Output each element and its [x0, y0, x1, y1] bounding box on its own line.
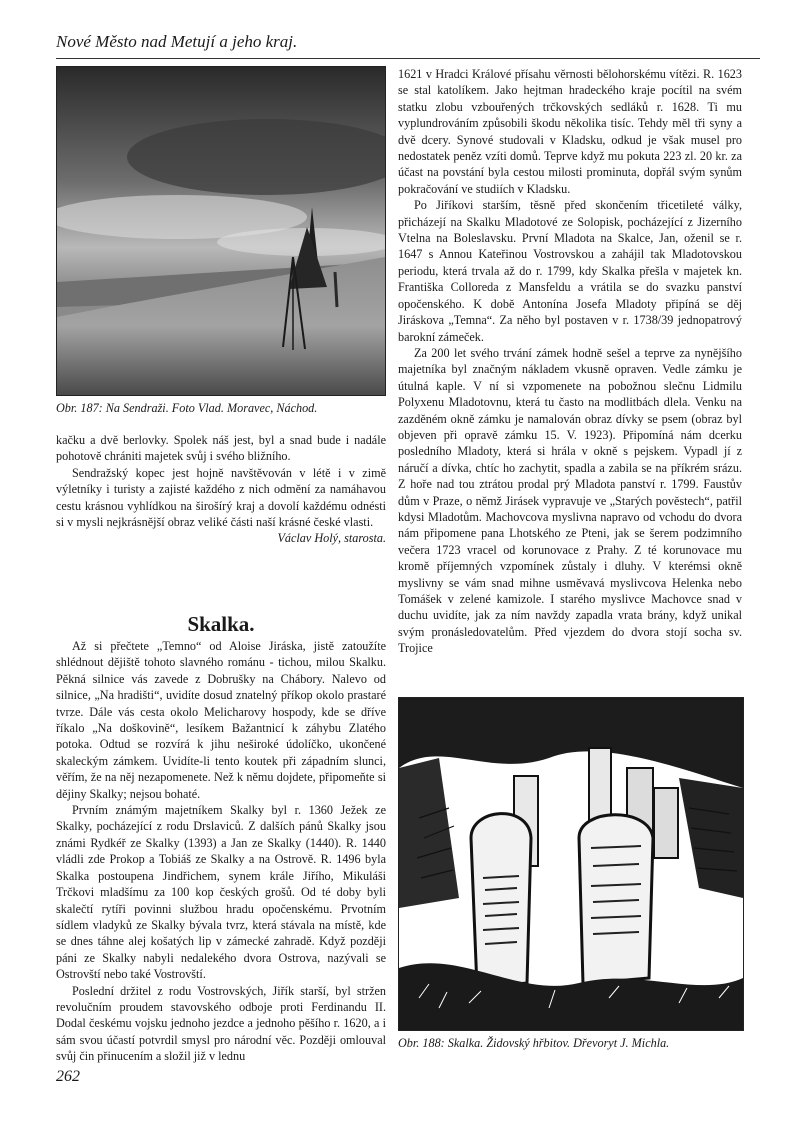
paragraph: Poslední držitel z rodu Vostrovských, Jiřík starší, byl stržen revolučním proudem stavovského odboje proti Ferdinandu II. Dodal českému vojsku jednoho jezdce a jednoho pěšího r. 1620, a i sám svou účastí potvrdil smysl pro národní věc. Později omlouval svůj čin přinucením a složil již v lednu	[56, 983, 386, 1064]
paragraph: kačku a dvě berlovky. Spolek náš jest, byl a snad bude i nadále pohotově chrániti majetek svůj i svého bližního.	[56, 433, 386, 464]
figure-187-photo	[56, 66, 386, 396]
figure-187-caption: Obr. 187: Na Sendraži. Foto Vlad. Moravec, Náchod.	[56, 401, 318, 415]
right-column-text	[398, 66, 742, 657]
paragraph: 1621 v Hradci Králové přísahu věrnosti bělohorskému vítězi. R. 1623 se stal katolíkem. Jako hejtman hradeckého kraje pocítil na svém statku zlobu vzbouřených trčkovských sedláků r. 1628. Ti mu vyplundrováním způsobili škodu několika tisíc. Tehdy měl tři syny a dvě dcery. Synové studovali v Kladsku, odkud je však musel pro nedostatek peněz vzíti domů. Teprve když mu pokuta 223 zl. 20 kr. za účast na povstání byla cestou milosti prominuta, dopřál svým synům pokračování ve studiích v Kladsku.	[398, 67, 742, 196]
paragraph: Prvním známým majetníkem Skalky byl r. 1360 Ježek ze Skalky, pocházející z rodu Drslaviců. Z dalších pánů Skalky jsou známi Rydkéř ze Skalky (1393) a Jan ze Skalky (1440). R. 1440 vládli zde Prokop a Tobiáš ze Skalky a na Ostrově. R. 1496 byla Skalka postoupena Jindřichem, synem krále Jiřího, Mikuláši Trčkovi mladšímu za 100 kop českých grošů. Od té doby byli skalečtí rytíři povinni službou hradu opočenskému. Prvotním sídlem vladyků ze Skalky bývala tvrz, která stávala na místě, kde se dnes táhne alej košatých lip v zámecké zahradě. Když později páni ze Skalky nabyli nedalekého dvora Ostrova, nazývali se Ostrovští nebo také Vostrovští.	[56, 803, 386, 982]
paragraph: Sendražský kopec jest hojně navštěvován v létě i v zimě výletníky i turisty a zajisté každého z nich odmění za namáhavou cestu krásnou vyhlídkou na širošírý kraj a dovolí každému odnésti si v mysli nejkrásnější obraz veliké části naší krásné české vlasti.	[56, 465, 386, 530]
paragraph: Až si přečtete „Temno“ od Aloise Jiráska, jistě zatoužíte shlédnout dějiště tohoto slavného románu - tichou, milou Skalku. Pěkná silnice vás zavede z Dobrušky na Chábory. Nalevo od silnice, „Na hradišti“, uvidíte dosud znatelný příkop okolo prastaré tvrze. Dále vás cesta okolo Melicharovy hospody, kde se dříve říkalo „Na doškovině“, lesíkem Bažantnicí k záhybu Zlatého potoka. Odtud se rozvírá k jihu neširoké údolíčko, ukončené skaleckým zámkem. Uvidíte-li tento koutek při západním slunci, věřím, že na něj nezapomenete. Než k němu dojdete, připomeňte si dějiny Skalky; nejsou bohaté.	[56, 639, 386, 801]
cemetery-woodcut-image	[399, 698, 743, 1030]
figure-188-caption: Obr. 188: Skalka. Židovský hřbitov. Dřevoryt J. Michla.	[398, 1036, 670, 1050]
paragraph: Za 200 let svého trvání zámek hodně sešel a teprve za nynějšího majetníka byl značným nákladem vkusně opraven. Vedle zámku je útulná kaple. V ní si vzpomenete na pobožnou slečnu Lidmilu Polyxenu Mladotovnu, která tu často na modlitbách dlela. Venku na zazděném okně zámku je namalován obraz dívky se psem (obraz byl objeven při opravě zámku 15. V. 1923). Připomíná nám dcerku posledního Mladoty, která si hrála v okně s pejskem. Vypadl jí z náručí a dívka, chtíc ho zachytit, spadla a zabila se na příkrém srázu. Z hoře nad tou ztrátou prodal prý Mladota panství r. 1799. Faustův dům v Praze, o němž Jirásek vypravuje ve „Starých pověstech“, patřil kdysi Mladotům. Machovcova myslivna napravo od vchodu do dvora nám připomene pana Lhotského ze Pteni, jak se šerem podzimního večera 1723 vracel od korunovace z Prahy. Z té korunovace mu kromě příjemných vzpomínek zůstaly i dluhy. V kterémsi okně myslivny se vám snad mihne usměvavá myslivcova Helenka nebo Tomášek v zelené kamizole. I starého myslivce Machovce snad v duchu uvidíte, jak za ním navždy zapadla vrata brány, když unikal svým pronásledovatelům. Před vjezdem do dvora stojí socha sv. Trojice	[398, 345, 742, 656]
running-head: Nové Město nad Metují a jeho kraj.	[56, 32, 298, 51]
page-number: 262	[56, 1068, 80, 1085]
landscape-photo-image	[57, 67, 385, 395]
section-title: Skalka.	[187, 612, 255, 636]
header-rule	[56, 58, 760, 59]
figure-188-woodcut	[398, 697, 744, 1031]
paragraph: Po Jiříkovi starším, těsně před skončením třicetileté války, přicházejí na Skalku Mladotové ze Solopisk, pocházející z Jizerního Vtelna na Boleslavsku. První Mladota na Skalce, Jan, oženil se r. 1647 s Annou Kateřinou Vostrovskou a zahájil tak Mladotovskou periodu, která trvala až do r. 1799, kdy Skalka přešla v majetek kn. Františka Colloreda z Mansfeldu a vrátila se do svazku panství opočenského. K době Antonína Josefa Mladoty připíná se děj Jiráskova „Temna“. Za něho byl postaven v r. 1738/39 jednopatrový barokní zámeček.	[398, 198, 742, 344]
signature: Václav Holý, starosta.	[277, 531, 386, 546]
left-column-lower	[56, 638, 386, 1065]
left-column-upper	[56, 432, 386, 547]
